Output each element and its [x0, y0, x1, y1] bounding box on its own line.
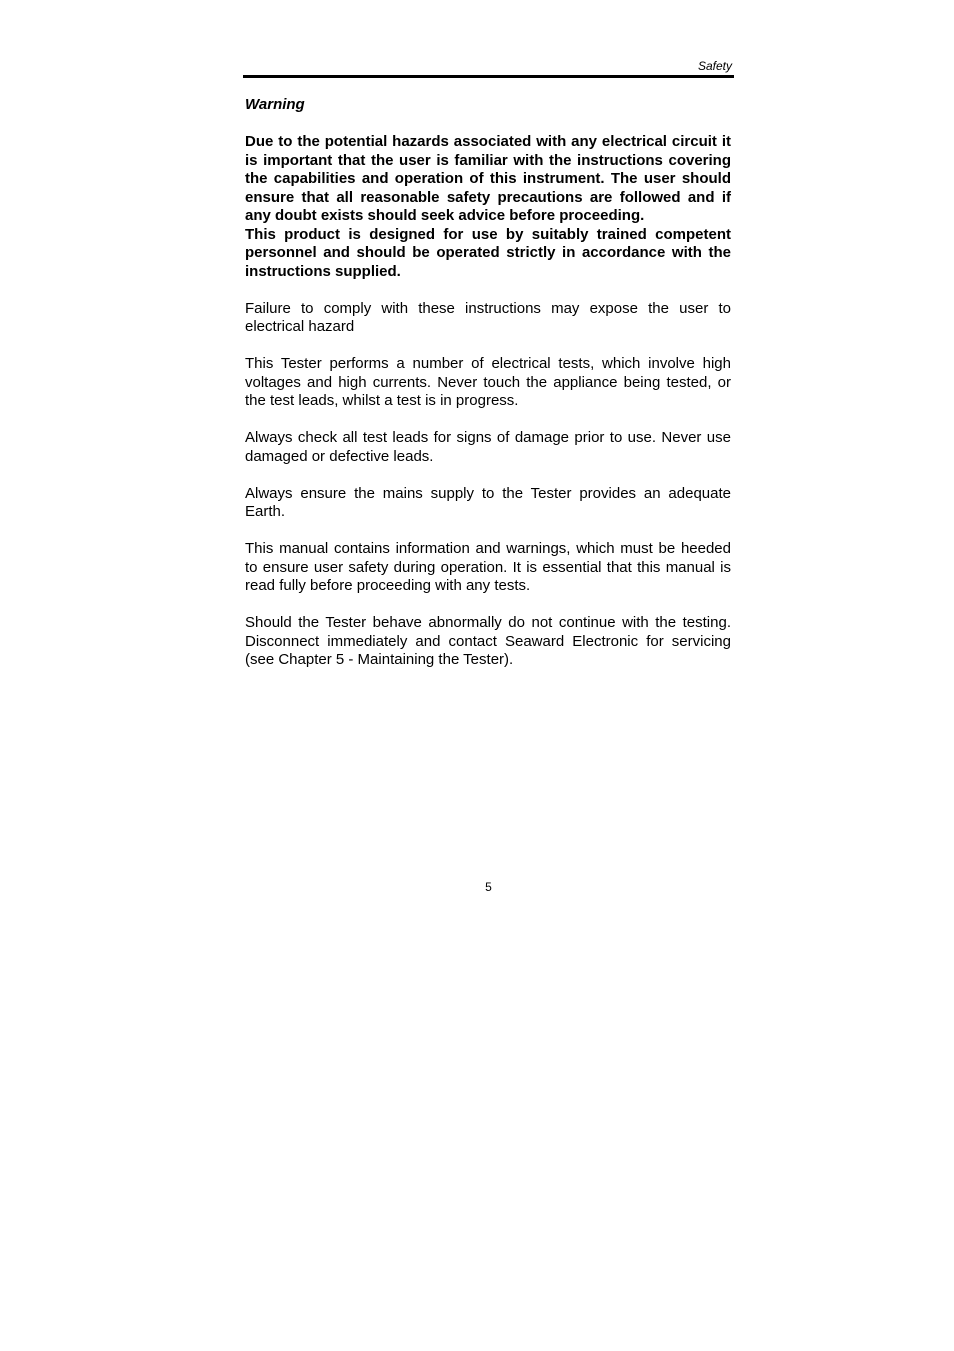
warning-paragraph-hazards: Due to the potential hazards associated with any electrical circuit it is important that the user is familiar with the instructions covering the capabilities and operation of this instrument. The user should ensure that all reasonable safety precautions are followed and if any doubt exists should seek advice before proceeding. — [245, 133, 731, 224]
paragraph-mains-earth: Always ensure the mains supply to the Tester provides an adequate Earth. — [245, 484, 731, 520]
paragraph-failure-to-comply: Failure to comply with these instructions may expose the user to electrical hazard — [245, 299, 731, 335]
page-content — [245, 96, 731, 688]
document-page — [243, 0, 734, 1351]
paragraph-abnormal-behaviour: Should the Tester behave abnormally do not continue with the testing. Disconnect immediately and contact Seaward Electronic for servicing (see Chapter 5 - Maintaining the Tester). — [245, 614, 731, 668]
warning-paragraph-personnel: This product is designed for use by suitably trained competent personnel and should be operated strictly in accordance with the instructions supplied. — [245, 225, 731, 280]
page-number: 5 — [485, 880, 492, 894]
section-header-label: Safety — [697, 59, 732, 73]
warning-title: Warning — [245, 96, 305, 113]
paragraph-check-leads: Always check all test leads for signs of damage prior to use. Never use damaged or defective leads. — [245, 429, 731, 465]
paragraph-high-voltages: This Tester performs a number of electrical tests, which involve high voltages and high currents. Never touch the appliance being tested, or the test leads, whilst a test is in progress. — [245, 355, 731, 409]
header-rule — [243, 75, 734, 78]
paragraph-manual-warnings: This manual contains information and warnings, which must be heeded to ensure user safety during operation. It is essential that this manual is read fully before proceeding with any tests. — [245, 540, 731, 594]
